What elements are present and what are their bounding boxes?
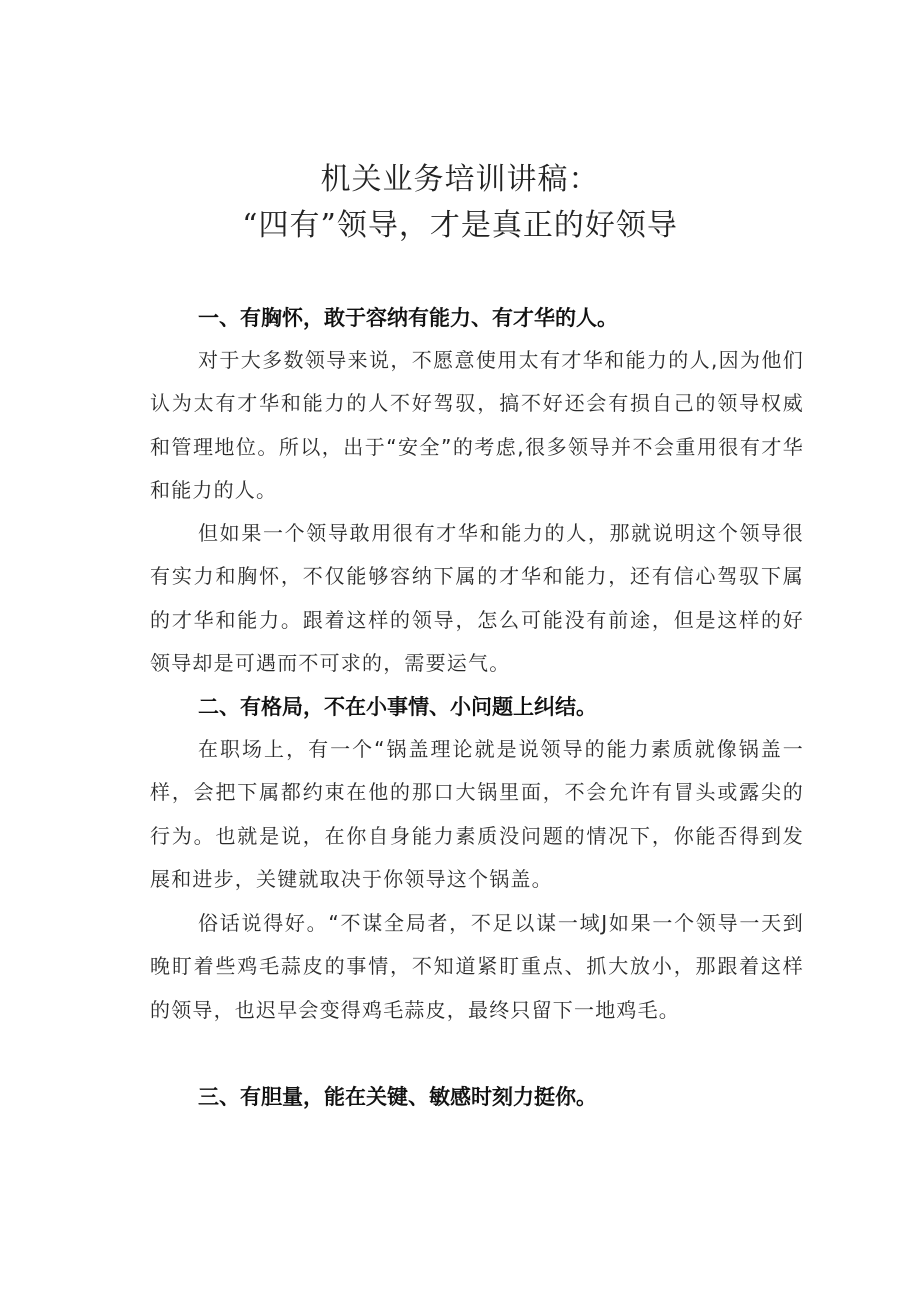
section-1-paragraph-1: 对于大多数领导来说，不愿意使用太有才华和能力的人,因为他们认为太有才华和能力的人不好驾驭，搞不好还会有损自己的领导权威和管理地位。所以，出于“安全”的考虑,很多领导并不会重用很有才华和能力的人。 [150,348,804,503]
section-2-paragraph-1: 在职场上，有一个“锅盖理论就是说领导的能力素质就像锅盖一样，会把下属都约束在他的那口大锅里面，不会允许有冒头或露尖的行为。也就是说，在你自身能力素质没问题的情况下，你能否得到发展和进步，关键就取决于你领导这个锅盖。 [150,737,804,892]
document-title-line-2: “四有”领导，才是真正的好领导 [242,208,678,243]
document-title-line-1: 机关业务培训讲稿： [320,162,600,197]
section-2-paragraph-2: 俗话说得好。“不谋全局者，不足以谋一域J如果一个领导一天到晚盯着些鸡毛蒜皮的事情，不知道紧盯重点、抓大放小，那跟着这样的领导，也迟早会变得鸡毛蒜皮，最终只留下一地鸡毛。 [150,911,804,1022]
section-1-heading: 一、有胸怀，敢于容纳有能力、有才华的人。 [198,306,618,330]
section-3-heading: 三、有胆量，能在关键、敏感时刻力挺你。 [198,1085,597,1109]
section-2-heading: 二、有格局，不在小事情、小问题上纠结。 [198,695,597,719]
section-1-paragraph-2: 但如果一个领导敢用很有才华和能力的人，那就说明这个领导很有实力和胸怀，不仅能够容纳下属的才华和能力，还有信心驾驭下属的才华和能力。跟着这样的领导，怎么可能没有前途，但是这样的好领导却是可遇而不可求的，需要运气。 [150,521,804,676]
